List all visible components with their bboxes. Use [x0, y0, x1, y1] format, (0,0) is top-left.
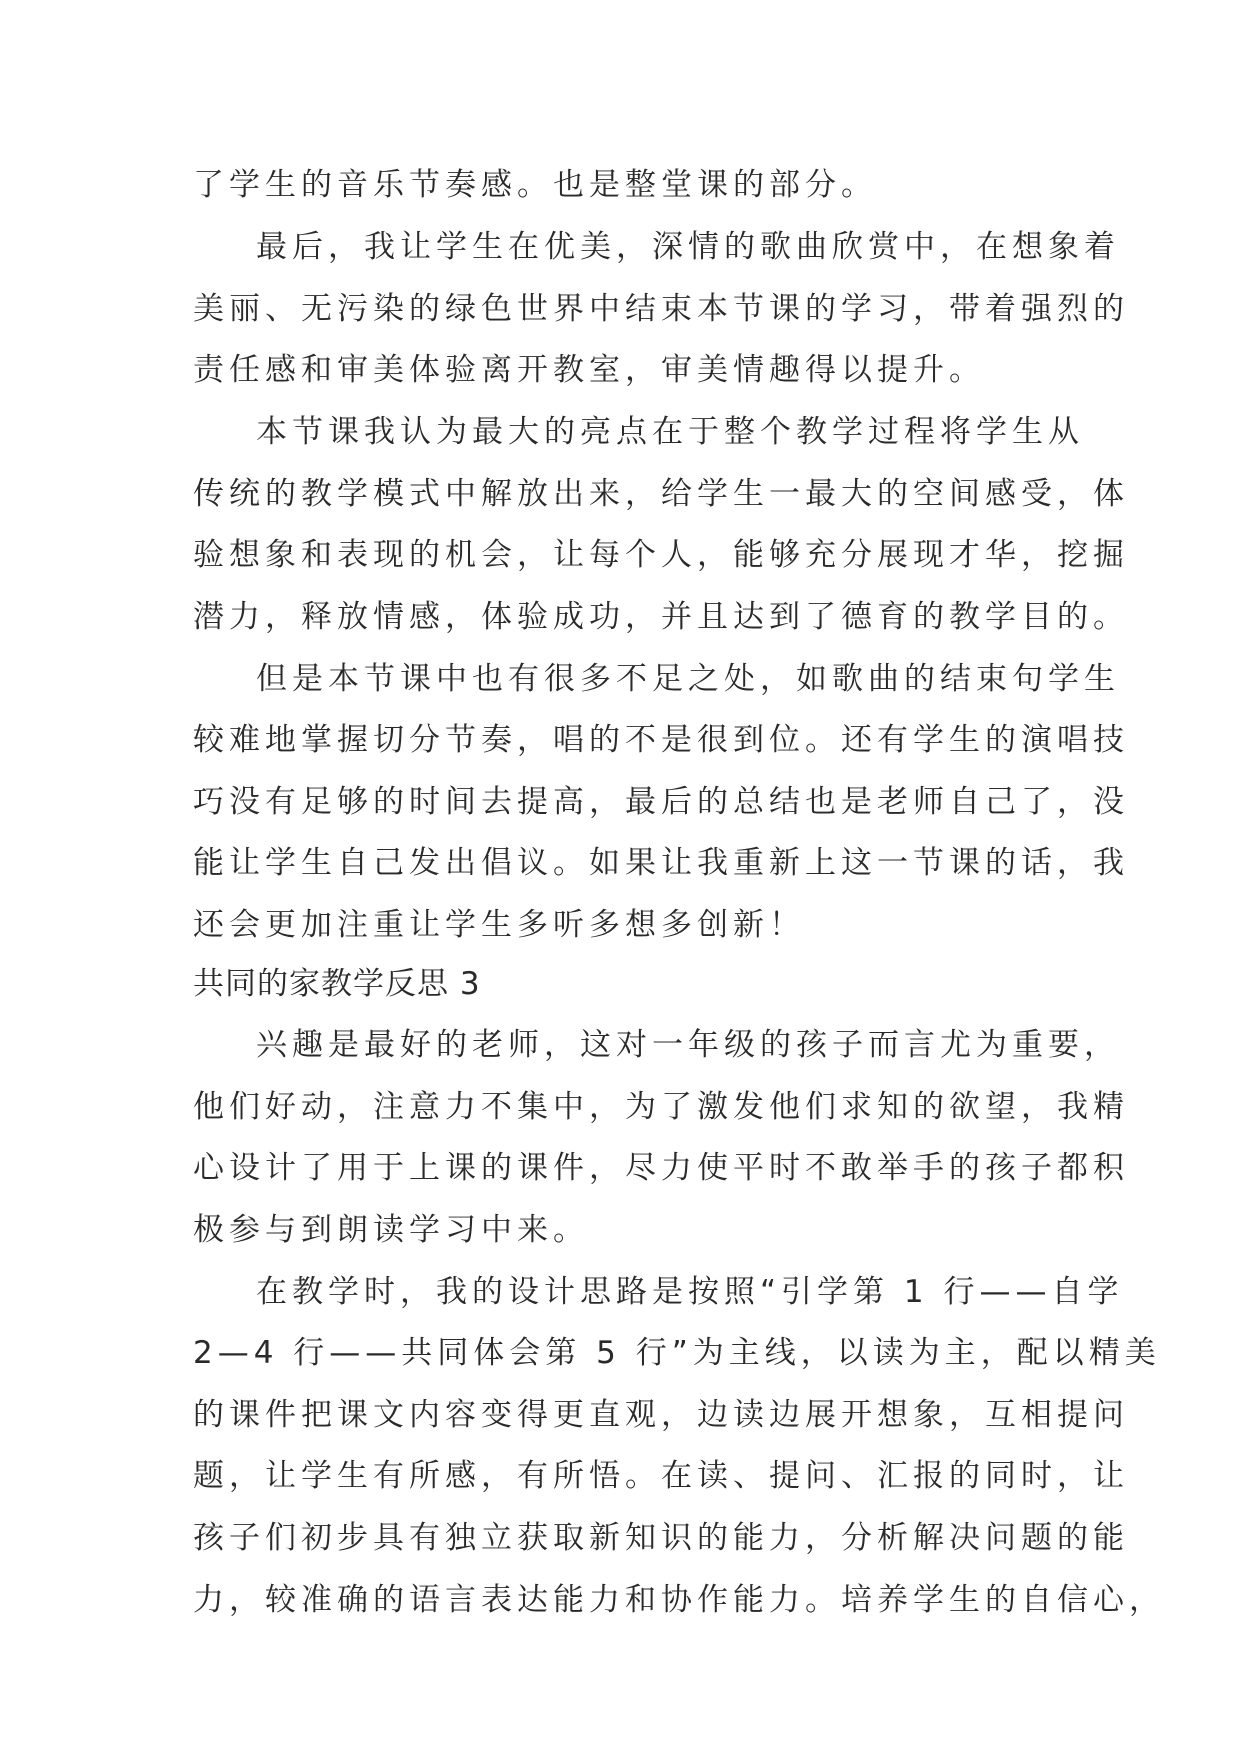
paragraph-line: 本节课我认为最大的亮点在于整个教学过程将学生从 [256, 414, 1084, 450]
paragraph-line: 美丽、无污染的绿色世界中结束本节课的学习，带着强烈的 [193, 291, 1129, 327]
paragraph-line: 巧没有足够的时间去提高，最后的总结也是老师自己了，没 [193, 784, 1129, 820]
paragraph-line: 责任感和审美体验离开教室，审美情趣得以提升。 [193, 352, 985, 388]
section-heading: 共同的家教学反思 3 [193, 966, 481, 1002]
paragraph-line: 传统的教学模式中解放出来，给学生一最大的空间感受，体 [193, 476, 1129, 512]
paragraph-line: 在教学时，我的设计思路是按照“引学第 1 行——自学 [256, 1274, 1124, 1310]
paragraph-line: 验想象和表现的机会，让每个人，能够充分展现才华，挖掘 [193, 537, 1129, 573]
paragraph-line: 力，较准确的语言表达能力和协作能力。培养学生的自信心， [193, 1582, 1165, 1618]
paragraph-line: 了学生的音乐节奏感。也是整堂课的部分。 [193, 167, 877, 203]
paragraph-line: 最后，我让学生在优美，深情的歌曲欣赏中，在想象着 [256, 229, 1120, 265]
paragraph-line: 孩子们初步具有独立获取新知识的能力，分析解决问题的能 [193, 1520, 1129, 1556]
paragraph-line: 2—4 行——共同体会第 5 行”为主线，以读为主，配以精美 [193, 1335, 1161, 1371]
paragraph-line: 能让学生自己发出倡议。如果让我重新上这一节课的话，我 [193, 845, 1129, 881]
paragraph-line: 但是本节课中也有很多不足之处，如歌曲的结束句学生 [256, 661, 1120, 697]
paragraph-line: 心设计了用于上课的课件，尽力使平时不敢举手的孩子都积 [193, 1150, 1129, 1186]
paragraph-line: 兴趣是最好的老师，这对一年级的孩子而言尤为重要， [256, 1027, 1120, 1063]
paragraph-line: 较难地掌握切分节奏，唱的不是很到位。还有学生的演唱技 [193, 722, 1129, 758]
paragraph-line: 的课件把课文内容变得更直观，边读边展开想象，互相提问 [193, 1397, 1129, 1433]
paragraph-line: 还会更加注重让学生多听多想多创新！ [193, 907, 805, 943]
paragraph-line: 他们好动，注意力不集中，为了激发他们求知的欲望，我精 [193, 1089, 1129, 1125]
paragraph-line: 题，让学生有所感，有所悟。在读、提问、汇报的同时，让 [193, 1458, 1129, 1494]
paragraph-line: 潜力，释放情感，体验成功，并且达到了德育的教学目的。 [193, 599, 1129, 635]
paragraph-line: 极参与到朗读学习中来。 [193, 1212, 589, 1248]
